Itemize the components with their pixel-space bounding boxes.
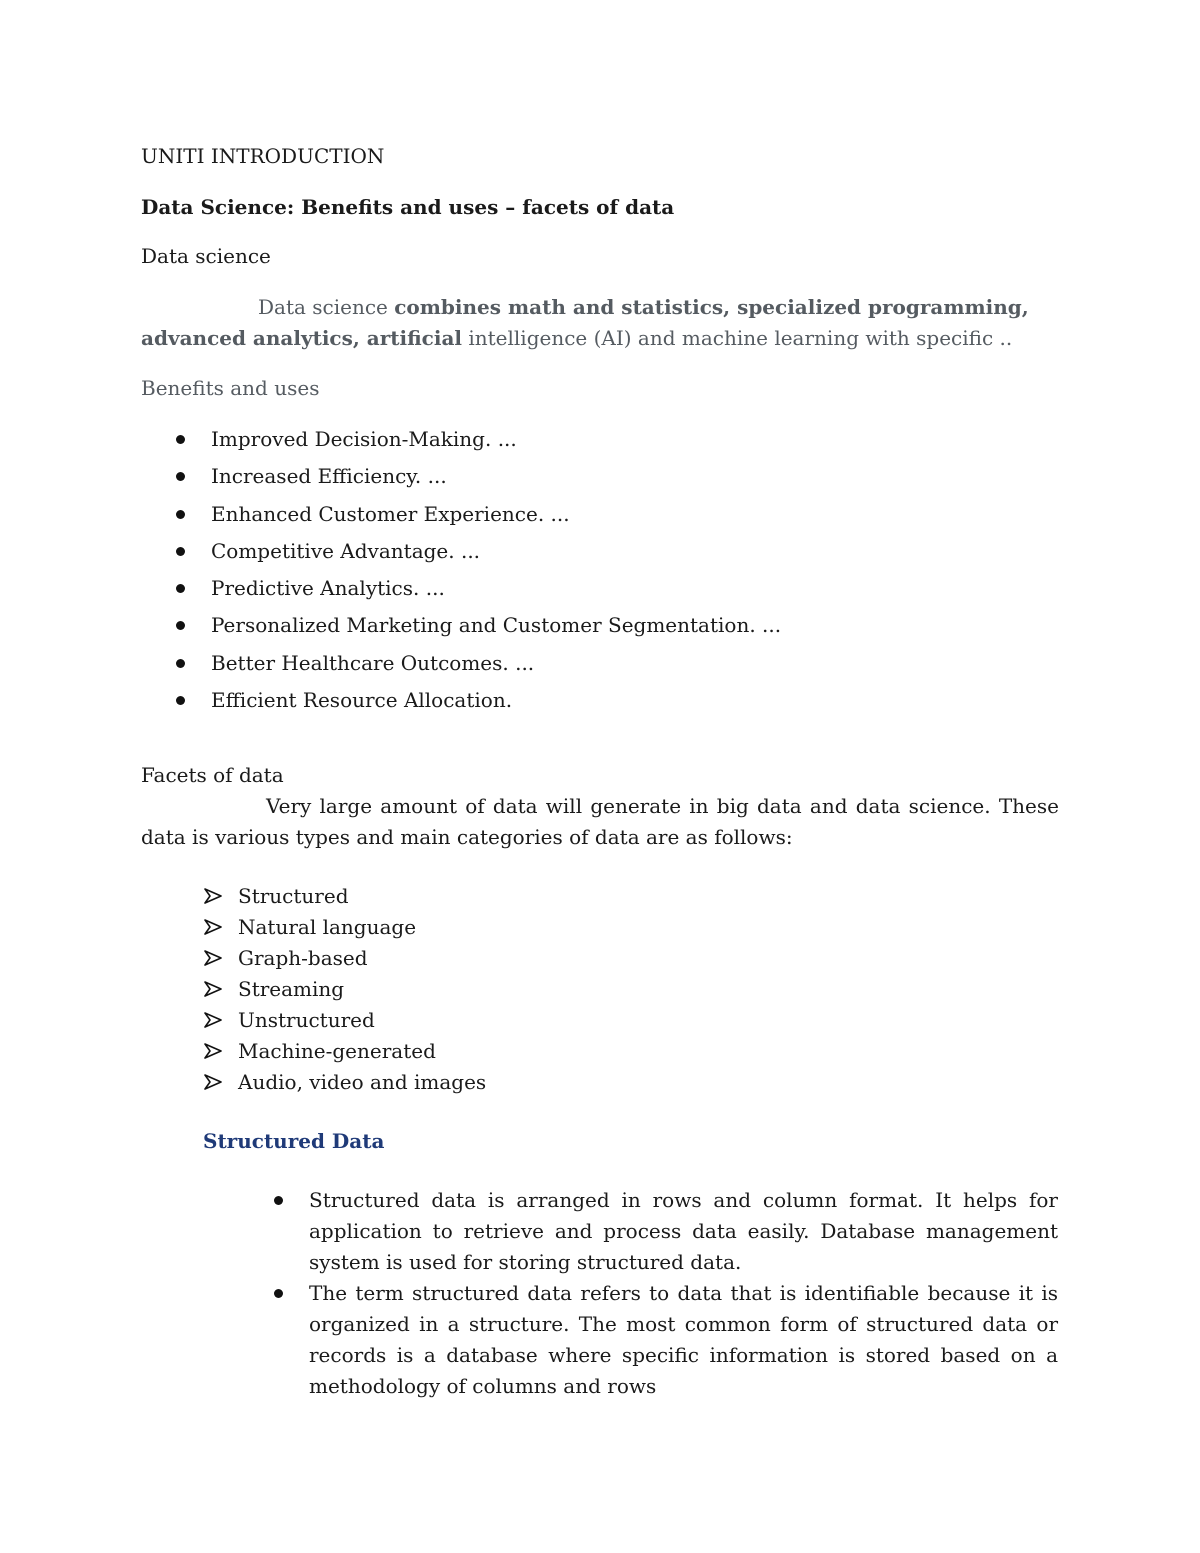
list-item: Natural language <box>202 912 486 943</box>
arrow-bullet-icon <box>204 980 222 998</box>
arrow-bullet-icon <box>204 918 222 936</box>
list-item: Machine-generated <box>202 1036 486 1067</box>
intro-text-2: intelligence (AI) and machine learning with specific .. <box>462 326 1013 350</box>
list-item: The term structured data refers to data that is identifiable because it is organized in a structure. The most common form of structured data or records is a database where specific information is stored based on a methodology of columns and rows <box>270 1278 1058 1402</box>
data-science-label: Data science <box>141 244 271 268</box>
bullet-icon <box>176 435 185 444</box>
facets-list <box>202 881 486 1098</box>
arrow-bullet-icon <box>204 1073 222 1091</box>
benefits-list <box>172 424 781 722</box>
list-item: Streaming <box>202 974 486 1005</box>
facets-intro-paragraph: Very large amount of data will generate in big data and data science. These data is various types and main categories of data are as follows: <box>141 794 1059 849</box>
list-item: Competitive Advantage. ... <box>172 536 781 573</box>
list-item: Structured <box>202 881 486 912</box>
list-item: Predictive Analytics. ... <box>172 573 781 610</box>
bullet-icon <box>176 659 185 668</box>
list-item: Improved Decision-Making. ... <box>172 424 781 461</box>
arrow-bullet-icon <box>204 887 222 905</box>
page-heading: Data Science: Benefits and uses – facets of data <box>141 195 675 219</box>
list-item: Graph-based <box>202 943 486 974</box>
bullet-icon <box>176 621 185 630</box>
list-item: Unstructured <box>202 1005 486 1036</box>
bullet-icon <box>176 510 185 519</box>
structured-data-heading: Structured Data <box>203 1129 385 1153</box>
unit-title: UNITI INTRODUCTION <box>141 144 385 168</box>
list-item: Audio, video and images <box>202 1067 486 1098</box>
bullet-icon <box>176 547 185 556</box>
intro-bold-text: combines math and statistics, specialized programming, advanced analytics, artificial <box>141 295 1029 350</box>
benefits-label: Benefits and uses <box>141 376 320 400</box>
bullet-icon <box>176 584 185 593</box>
structured-data-list <box>270 1185 1058 1402</box>
list-item: Increased Efficiency. ... <box>172 461 781 498</box>
arrow-bullet-icon <box>204 1011 222 1029</box>
list-item: Efficient Resource Allocation. <box>172 685 781 722</box>
intro-paragraph <box>141 292 1061 354</box>
facets-label: Facets of data <box>141 763 284 787</box>
arrow-bullet-icon <box>204 1042 222 1060</box>
bullet-icon <box>274 1289 283 1298</box>
list-item: Personalized Marketing and Customer Segmentation. ... <box>172 610 781 647</box>
intro-text-1: Data science <box>258 295 395 319</box>
list-item: Enhanced Customer Experience. ... <box>172 499 781 536</box>
bullet-icon <box>274 1196 283 1205</box>
bullet-icon <box>176 696 185 705</box>
list-item: Better Healthcare Outcomes. ... <box>172 648 781 685</box>
bullet-icon <box>176 472 185 481</box>
list-item: Structured data is arranged in rows and column format. It helps for application to retrieve and process data easily. Database management system is used for storing structured data. <box>270 1185 1058 1278</box>
arrow-bullet-icon <box>204 949 222 967</box>
